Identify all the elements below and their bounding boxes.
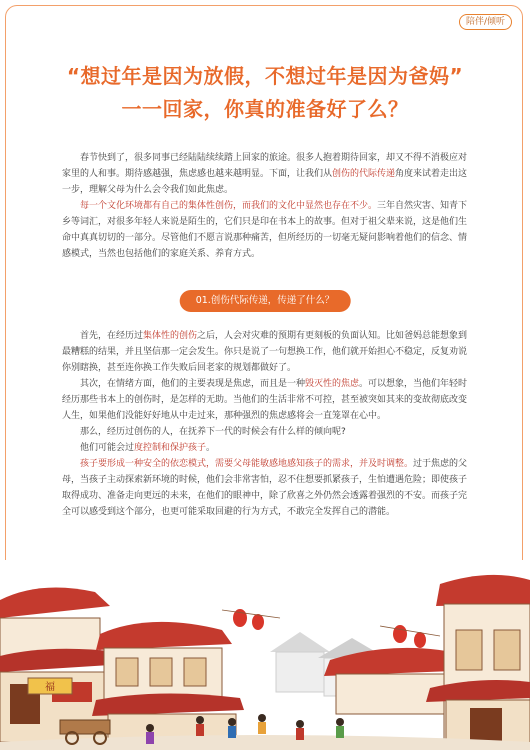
highlight-text: 度控制和保护孩子 [134, 443, 207, 453]
content-paragraph-1 [62, 328, 470, 376]
content-paragraph-4 [62, 440, 470, 456]
middle-building [92, 622, 244, 744]
body-text: 三年自然灾害、知青下乡等词汇，对很多年轻人来说是陌生的，它们只是印在书本上的故事。但对于祖父辈来说，这是他们生命中真真切切的一部分。尽管他们不愿言说那种痛苦，但所经历的一切毫无疑问影响着他们的信念、情感模式，当然也包括他们的家庭关系、养育方式。 [62, 201, 468, 259]
body-text: 那么，经历过创伤的人，在抚养下一代的时候会有什么样的倾向呢? [80, 427, 346, 437]
highlight-text: 集体性的创伤 [143, 331, 198, 341]
body-text: 。 [206, 443, 216, 453]
title-line-1: “想过年是因为放假，不想过年是因为爸妈” [66, 64, 464, 88]
intro-section [62, 150, 470, 262]
body-text: 首先，在经历过 [80, 331, 144, 341]
body-text: 其次，在情绪方面，他们的主要表现是焦虑，而且是一种 [80, 379, 306, 389]
shop-sign [28, 678, 72, 694]
category-tag: 陪伴/倾听 [459, 14, 512, 30]
content-section [62, 328, 470, 520]
content-paragraph-5 [62, 456, 470, 520]
body-text: 他们可能会过 [80, 443, 135, 453]
content-paragraph-2 [62, 376, 470, 424]
intro-paragraph-1 [62, 150, 470, 198]
shop-sign-text: 福 [45, 682, 55, 693]
intro-paragraph-2 [62, 198, 470, 262]
body-text: 过于焦虑的父母，当孩子主动探索新环境的时候，他们会非常害怕，忍不住想要抓紧孩子，生怕遭遇危险；即使孩子取得成功、准备走向更远的未来，在他们的眼神中，除了欣喜之外仍然会透露着强烈的不安。而孩子完全可以感受到这个部分，也更可能采取回避的行为方式，不敢完全发挥自己的潜能。 [62, 459, 468, 517]
highlight-text: 每一个文化环境都有自己的集体性创伤，而我们的文化中显然也存在不少。 [80, 201, 378, 211]
title-line-2: 一一回家，你真的准备好了么？ [121, 97, 409, 121]
content-paragraph-3 [62, 424, 470, 440]
highlight-text: 孩子要形成一种安全的依恋模式，需要父母能敏感地感知孩子的需求，并及时调整。 [80, 459, 414, 469]
body-text: 。可以想象，当他们年轻时经历那些书本上的创伤时，是怎样的无助。当他们的生活非常不可控，甚至被突如其来的变故彻底改变人生，如果他们没能好好地从中走过来，那种强烈的焦虑感将会一直笼罩在心中。 [62, 379, 468, 421]
body-text: 之后，人会对灾难的预期有更刻板的负面认知。比如爸妈总能想象到最糟糕的结果，并且坚信那一定会发生。你只是说了一句想换工作，他们就开始担心不稳定，反复劝说你别瞎换，甚至连你换工作失败后回老家的规划都做好了。 [62, 331, 468, 373]
highlight-text: 创伤的代际传递 [332, 169, 396, 179]
body-text: 角度来试着走出这一步，理解父母为什么会令我们如此焦虑。 [62, 169, 468, 195]
body-text: 春节快到了，很多同事已经陆陆续续踏上回家的旅途。很多人抱着期待回家，却又不得不消极应对家里的人和事。期待感越强，焦虑感也越来越明显。下面，让我们从 [62, 153, 468, 179]
highlight-text: 毁灭性的焦虑 [305, 379, 360, 389]
festival-street-illustration [0, 560, 530, 750]
section-heading: 01.创伤代际传递，传递了什么？ [180, 290, 351, 312]
